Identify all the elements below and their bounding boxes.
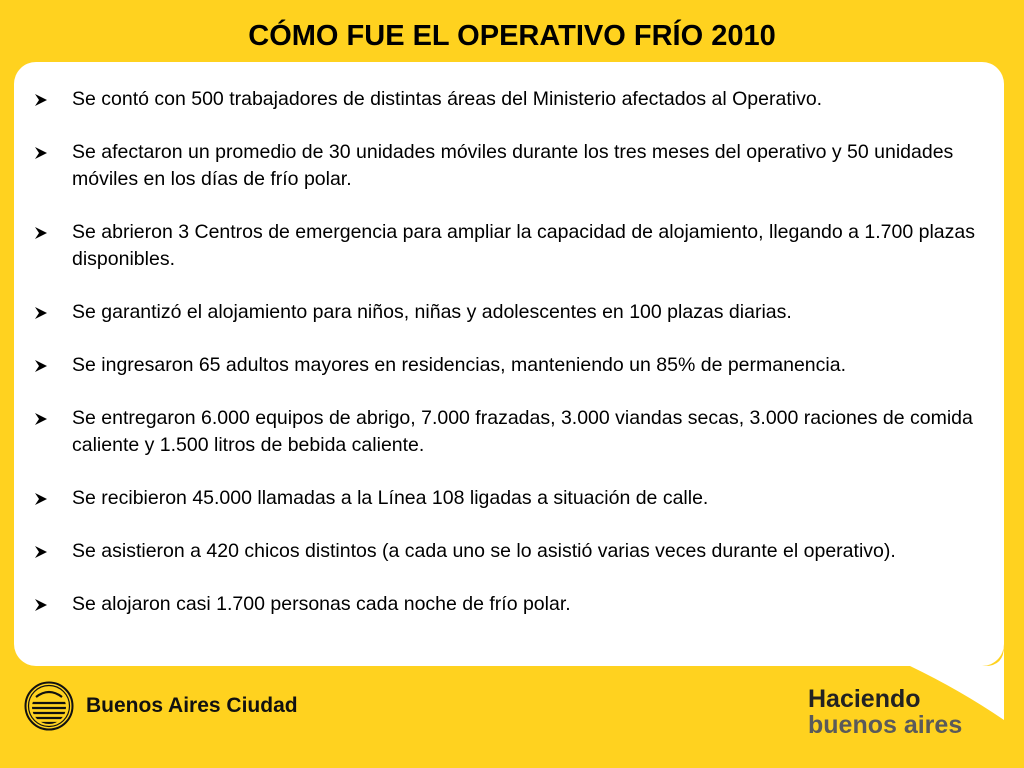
arrow-bullet-icon (34, 299, 56, 326)
bullet-item (34, 405, 994, 459)
arrow-bullet-icon (34, 591, 56, 618)
bullet-item (34, 591, 994, 618)
arrow-bullet-icon (34, 139, 56, 166)
slogan (808, 686, 962, 738)
bullet-item (34, 219, 994, 273)
bullet-item (34, 538, 994, 565)
city-logo (24, 680, 298, 732)
bullet-text: Se afectaron un promedio de 30 unidades móviles durante los tres meses del operativo y 50 unidades móviles en los días de frío polar. (72, 141, 954, 190)
arrow-bullet-icon (34, 538, 56, 565)
logo-text: Buenos Aires Ciudad (86, 694, 298, 717)
slogan-line-2: buenos aires (808, 711, 963, 739)
bullet-text: Se contó con 500 trabajadores de distintas áreas del Ministerio afectados al Operativo. (72, 88, 823, 110)
arrow-bullet-icon (34, 86, 56, 113)
slogan-line-1: Haciendo (808, 685, 921, 713)
city-seal-icon (24, 681, 74, 731)
bullet-text: Se entregaron 6.000 equipos de abrigo, 7.000 frazadas, 3.000 viandas secas, 3.000 raciones de comida caliente y 1.500 litros de bebida caliente. (72, 407, 973, 456)
bullet-list (34, 86, 994, 644)
bullet-item (34, 352, 994, 379)
arrow-bullet-icon (34, 219, 56, 246)
arrow-bullet-icon (34, 352, 56, 379)
bullet-item (34, 485, 994, 512)
bullet-text: Se garantizó el alojamiento para niños, niñas y adolescentes en 100 plazas diarias. (72, 301, 792, 323)
arrow-bullet-icon (34, 405, 56, 432)
arrow-bullet-icon (34, 485, 56, 512)
bullet-item (34, 299, 994, 326)
bullet-item (34, 139, 994, 193)
bullet-text: Se recibieron 45.000 llamadas a la Línea 108 ligadas a situación de calle. (72, 487, 709, 509)
bullet-text: Se alojaron casi 1.700 personas cada noche de frío polar. (72, 593, 571, 615)
bullet-item (34, 86, 994, 113)
slide-title: CÓMO FUE EL OPERATIVO FRÍO 2010 (248, 20, 776, 52)
bullet-text: Se abrieron 3 Centros de emergencia para ampliar la capacidad de alojamiento, llegando a 1.700 plazas disponibles. (72, 221, 975, 270)
bullet-text: Se ingresaron 65 adultos mayores en residencias, manteniendo un 85% de permanencia. (72, 354, 846, 376)
bullet-text: Se asistieron a 420 chicos distintos (a cada uno se lo asistió varias veces durante el operativo). (72, 540, 896, 562)
